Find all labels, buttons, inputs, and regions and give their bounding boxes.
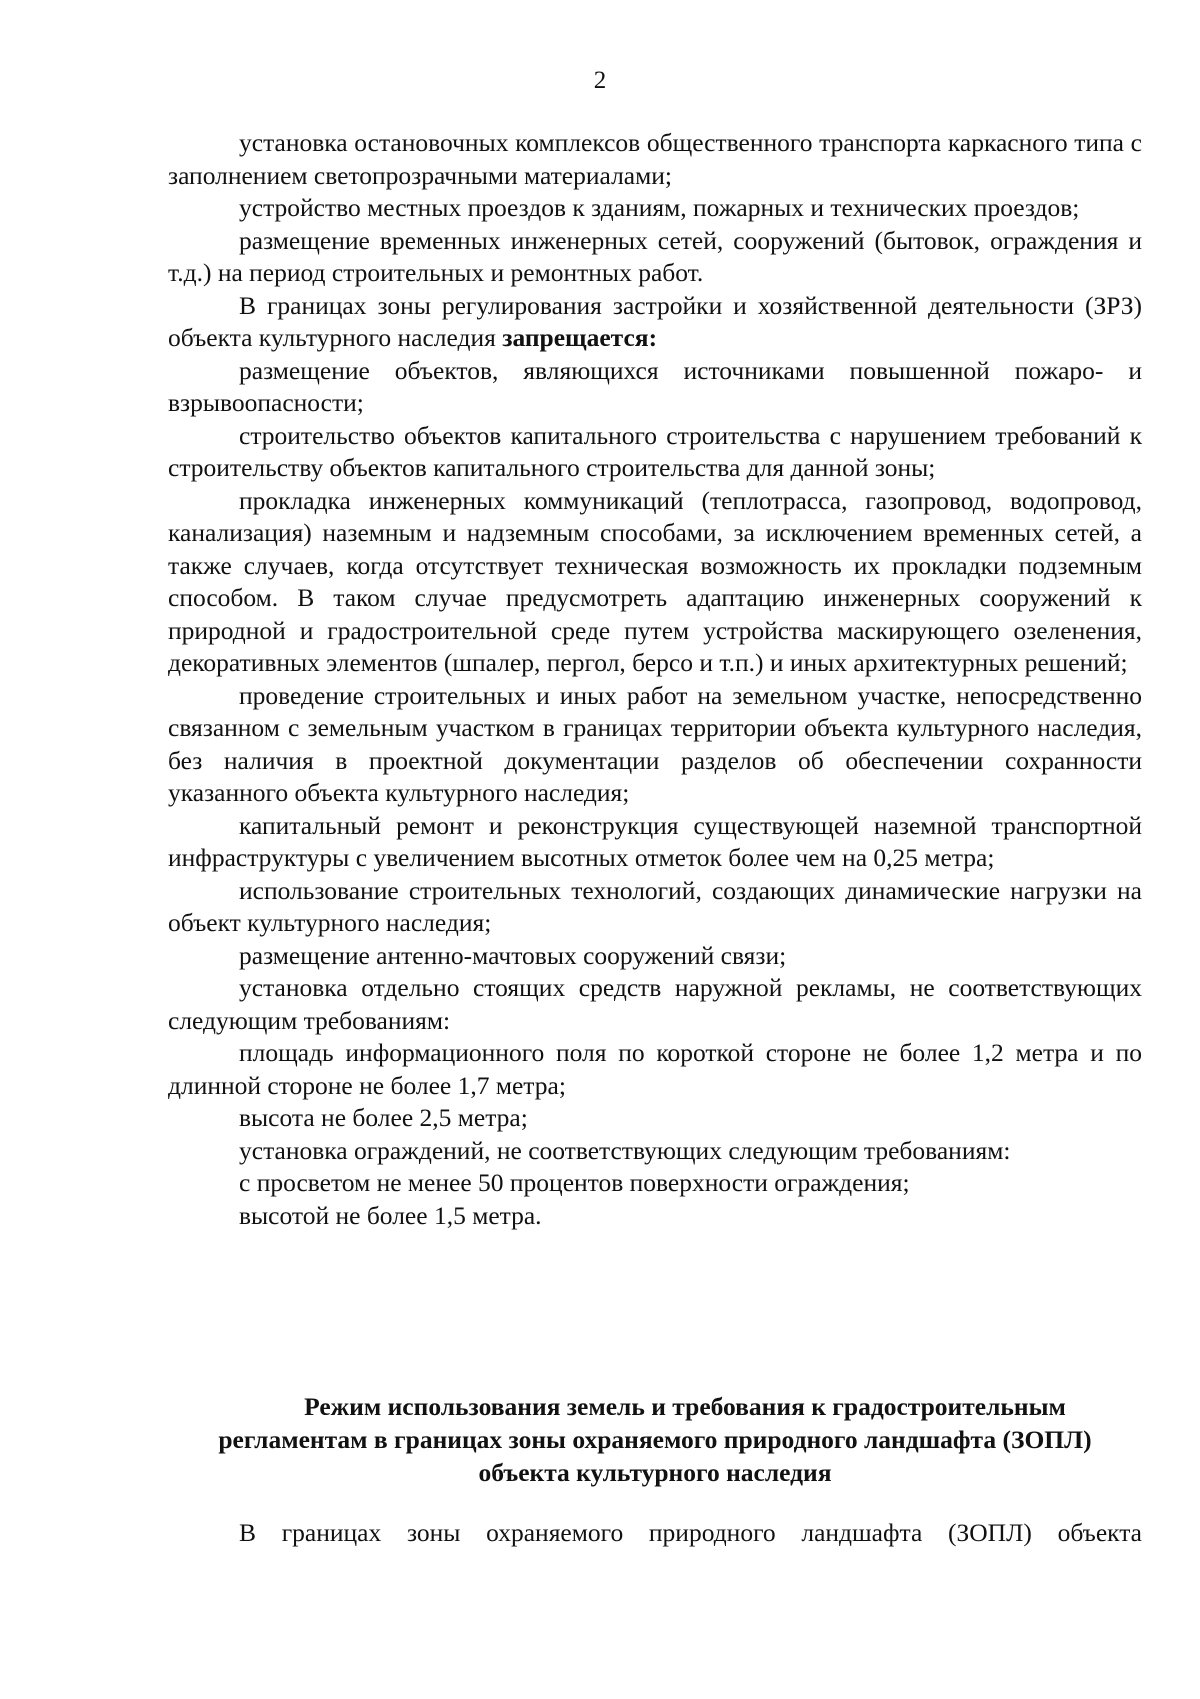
- paragraph-bus-stops: установка остановочных комплексов общественного транспорта каркасного типа с заполнением светопрозрачными материалами;: [168, 128, 1142, 190]
- section-heading-line-1: Режим использования земель и требования к градостроительным: [304, 1392, 1066, 1421]
- paragraph-construction-works: проведение строительных и иных работ на земельном участке, непосредственно связанном с земельным участком в границах территории объекта культурного наследия, без наличия в проектной документации разделов об обеспечении сохранности указанного объекта культурного наследия;: [168, 680, 1142, 807]
- paragraph-engineering-communications: прокладка инженерных коммуникаций (теплотрасса, газопровод, водопровод, канализация) наземным и надземным способами, за исключением временных сетей, а также случаев, когда отсутствует техническая возможность их прокладки подземным способом. В таком случае предусмотреть адаптацию инженерных сооружений к природной и градостроительной среде путем устройства маскирующего озеленения, декоративных элементов (шпалер, пергол, берсо и т.п.) и иных архитектурных решений;: [168, 485, 1142, 677]
- paragraph-local-driveways: устройство местных проездов к зданиям, пожарных и технических проездов;: [239, 193, 1080, 222]
- paragraph-capital-construction: строительство объектов капитального строительства с нарушением требований к строительству объектов капитального строительства для данной зоны;: [168, 420, 1142, 482]
- paragraph-information-field: площадь информационного поля по короткой стороне не более 1,2 метра и по длинной стороне не более 1,7 метра;: [168, 1038, 1142, 1100]
- paragraph-temporary-networks: размещение временных инженерных сетей, сооружений (бытовок, ограждения и т.д.) на период строительных и ремонтных работ.: [168, 225, 1142, 287]
- paragraph-zopl-intro: В границах зоны охраняемого природного ландшафта (ЗОПЛ) объекта: [239, 1518, 1142, 1547]
- section-heading-line-3: объекта культурного наследия: [478, 1458, 832, 1487]
- prohibited-keyword: запрещается:: [502, 323, 658, 352]
- section-heading: [168, 1390, 1142, 1489]
- section-heading-line-2: регламентам в границах зоны охраняемого природного ландшафта (ЗОПЛ): [218, 1425, 1092, 1454]
- paragraph-zrz-prohibited: [168, 290, 1142, 355]
- paragraph-height-limit: высота не более 2,5 метра;: [239, 1103, 528, 1132]
- page-number: 2: [593, 67, 607, 94]
- paragraph-fence-clearance: с просветом не менее 50 процентов поверхности ограждения;: [239, 1168, 910, 1197]
- paragraph-dynamic-loads: использование строительных технологий, создающих динамические нагрузки на объект культурного наследия;: [168, 875, 1142, 937]
- paragraph-fence-height: высотой не более 1,5 метра.: [239, 1200, 542, 1230]
- paragraph-outdoor-advertising: установка отдельно стоящих средств наружной рекламы, не соответствующих следующим требованиям:: [168, 973, 1142, 1035]
- paragraph-zrz-text: В границах зоны регулирования застройки и хозяйственной деятельности (ЗРЗ) объекта культурного наследия: [168, 290, 1142, 352]
- body-text: [168, 127, 1142, 1232]
- paragraph-antenna-masts: размещение антенно-мачтовых сооружений связи;: [239, 940, 787, 970]
- final-text: [168, 1517, 1142, 1550]
- paragraph-fire-hazard: размещение объектов, являющихся источниками повышенной пожаро- и взрывоопасности;: [168, 355, 1142, 417]
- paragraph-fences: установка ограждений, не соответствующих следующим требованиям:: [239, 1135, 1011, 1165]
- paragraph-transport-infrastructure: капитальный ремонт и реконструкция существующей наземной транспортной инфраструктуры с увеличением высотных отметок более чем на 0,25 метра;: [168, 810, 1142, 872]
